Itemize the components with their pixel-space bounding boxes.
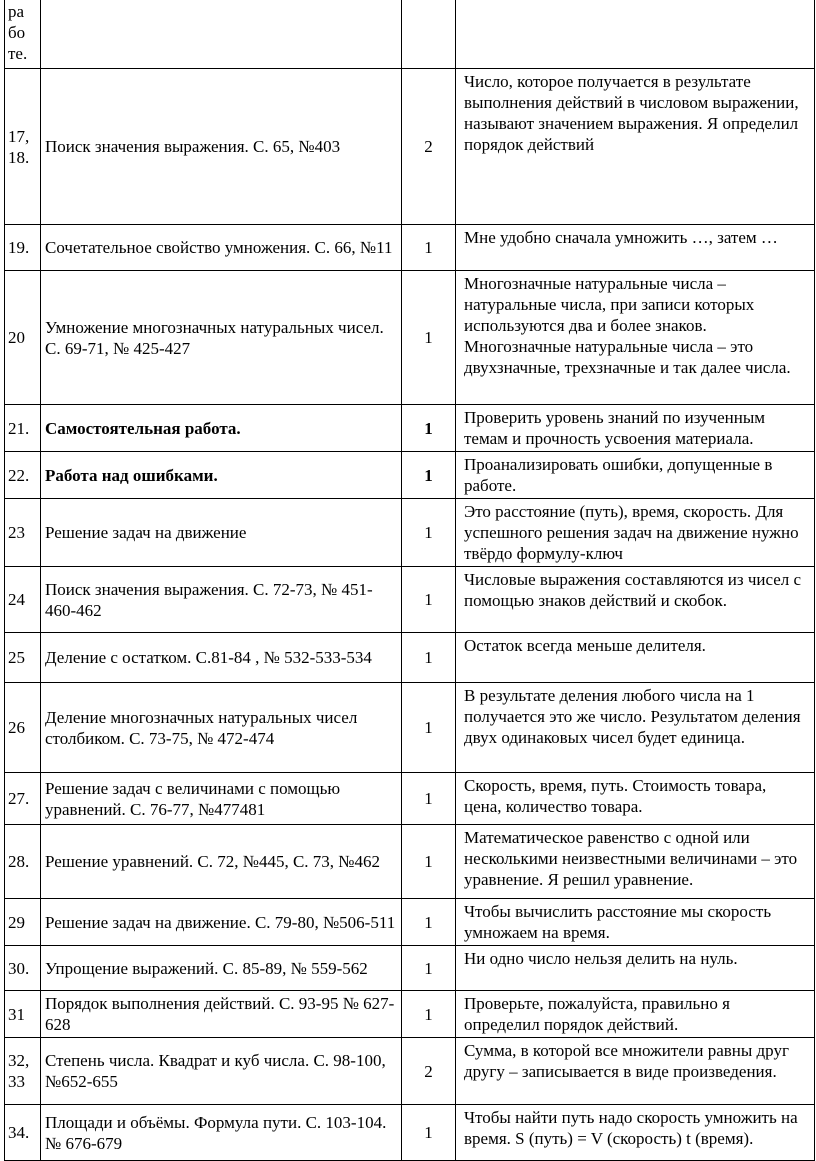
- table-row: [5, 1105, 815, 1161]
- row-number: 32, 33: [5, 1038, 41, 1105]
- row-topic: Упрощение выражений. С. 85-89, № 559-562: [41, 946, 402, 991]
- table-row: [5, 991, 815, 1038]
- row-description: Это расстояние (путь), время, скорость. Для успешного решения задач на движение нужно твёрдо формулу-ключ: [456, 499, 815, 567]
- row-hours: 1: [402, 633, 456, 683]
- row-description: Остаток всегда меньше делителя.: [456, 633, 815, 683]
- row-description: Мне удобно сначала умножить …, затем …: [456, 225, 815, 271]
- row-hours: 1: [402, 225, 456, 271]
- table-row: [5, 271, 815, 405]
- table-row: [5, 633, 815, 683]
- row-topic: Деление многозначных натуральных чисел столбиком. С. 73-75, № 472-474: [41, 683, 402, 773]
- row-description: Проверьте, пожалуйста, правильно я определил порядок действий.: [456, 991, 815, 1038]
- row-number: 17, 18.: [5, 69, 41, 225]
- row-description: Проверить уровень знаний по изученным темам и прочность усвоения материала.: [456, 405, 815, 452]
- row-hours: 1: [402, 946, 456, 991]
- row-description: Скорость, время, путь. Стоимость товара, цена, количество товара.: [456, 773, 815, 825]
- table-row: [5, 1038, 815, 1105]
- row-number: 19.: [5, 225, 41, 271]
- row-hours: 2: [402, 69, 456, 225]
- row-topic: Сочетательное свойство умножения. С. 66, №11: [41, 225, 402, 271]
- row-number: 27.: [5, 773, 41, 825]
- row-number: 28.: [5, 825, 41, 899]
- row-topic: Порядок выполнения действий. С. 93-95 № 627-628: [41, 991, 402, 1038]
- table-row: [5, 683, 815, 773]
- table-row-continuation: [5, 0, 815, 69]
- row-description: Чтобы вычислить расстояние мы скорость умножаем на время.: [456, 899, 815, 946]
- row-description: Математическое равенство с одной или несколькими неизвестными величинами – это уравнение. Я решил уравнение.: [456, 825, 815, 899]
- row-number: 20: [5, 271, 41, 405]
- table-row: [5, 773, 815, 825]
- row-topic: Решение задач на движение: [41, 499, 402, 567]
- table-body: [5, 0, 815, 1161]
- row-topic: Поиск значения выражения. С. 72-73, № 451-460-462: [41, 567, 402, 633]
- row-number: 26: [5, 683, 41, 773]
- row-hours: 1: [402, 773, 456, 825]
- row-number: 24: [5, 567, 41, 633]
- row-description: Ни одно число нельзя делить на нуль.: [456, 946, 815, 991]
- row-number: 29: [5, 899, 41, 946]
- row-number: 21.: [5, 405, 41, 452]
- row-number: 30.: [5, 946, 41, 991]
- row-hours: 1: [402, 683, 456, 773]
- table-row: [5, 899, 815, 946]
- row-topic: Поиск значения выражения. С. 65, №403: [41, 69, 402, 225]
- row-hours: 1: [402, 271, 456, 405]
- table-row: [5, 452, 815, 499]
- row-hours: 1: [402, 991, 456, 1038]
- row-topic: Умножение многозначных натуральных чисел. С. 69-71, № 425-427: [41, 271, 402, 405]
- row-topic: Степень числа. Квадрат и куб числа. С. 98-100, №652-655: [41, 1038, 402, 1105]
- row-topic: Решение задач с величинами с помощью уравнений. С. 76-77, №477481: [41, 773, 402, 825]
- row-description: [456, 0, 815, 69]
- row-number: 25: [5, 633, 41, 683]
- row-description: Чтобы найти путь надо скорость умножить на время. S (путь) = V (скорость) t (время).: [456, 1105, 815, 1161]
- row-topic: [41, 0, 402, 69]
- row-description: Числовые выражения составляются из чисел с помощью знаков действий и скобок.: [456, 567, 815, 633]
- table-row: [5, 567, 815, 633]
- table-row: [5, 69, 815, 225]
- lesson-plan-table: [4, 0, 815, 1161]
- table-row: [5, 946, 815, 991]
- table-row: [5, 825, 815, 899]
- row-number: 22.: [5, 452, 41, 499]
- row-description: Число, которое получается в результате выполнения действий в числовом выражении, называют значением выражения. Я определил порядок действий: [456, 69, 815, 225]
- row-number: 34.: [5, 1105, 41, 1161]
- row-number: 31: [5, 991, 41, 1038]
- row-hours: 1: [402, 405, 456, 452]
- row-description: Многозначные натуральные числа – натуральные числа, при записи которых используются два и более знаков. Многозначные натуральные числа – это двухзначные, трехзначные и так далее числа.: [456, 271, 815, 405]
- row-topic: Решение задач на движение. С. 79-80, №506-511: [41, 899, 402, 946]
- row-topic: Площади и объёмы. Формула пути. С. 103-104. № 676-679: [41, 1105, 402, 1161]
- row-hours: 1: [402, 499, 456, 567]
- row-description: Сумма, в которой все множители равны друг другу – записывается в виде произведения.: [456, 1038, 815, 1105]
- row-hours: 2: [402, 1038, 456, 1105]
- row-hours: 1: [402, 899, 456, 946]
- row-hours: 1: [402, 1105, 456, 1161]
- row-hours: 1: [402, 567, 456, 633]
- row-number: 23: [5, 499, 41, 567]
- row-hours: 1: [402, 825, 456, 899]
- table-row: [5, 499, 815, 567]
- row-topic: Деление с остатком. С.81-84 , № 532-533-534: [41, 633, 402, 683]
- row-number: ра бо те.: [5, 0, 41, 69]
- row-hours: 1: [402, 452, 456, 499]
- table-row: [5, 225, 815, 271]
- row-hours: [402, 0, 456, 69]
- row-description: Проанализировать ошибки, допущенные в работе.: [456, 452, 815, 499]
- row-description: В результате деления любого числа на 1 получается это же число. Результатом деления двух одинаковых чисел будет единица.: [456, 683, 815, 773]
- row-topic: Самостоятельная работа.: [41, 405, 402, 452]
- row-topic: Работа над ошибками.: [41, 452, 402, 499]
- row-topic: Решение уравнений. С. 72, №445, С. 73, №462: [41, 825, 402, 899]
- table-row: [5, 405, 815, 452]
